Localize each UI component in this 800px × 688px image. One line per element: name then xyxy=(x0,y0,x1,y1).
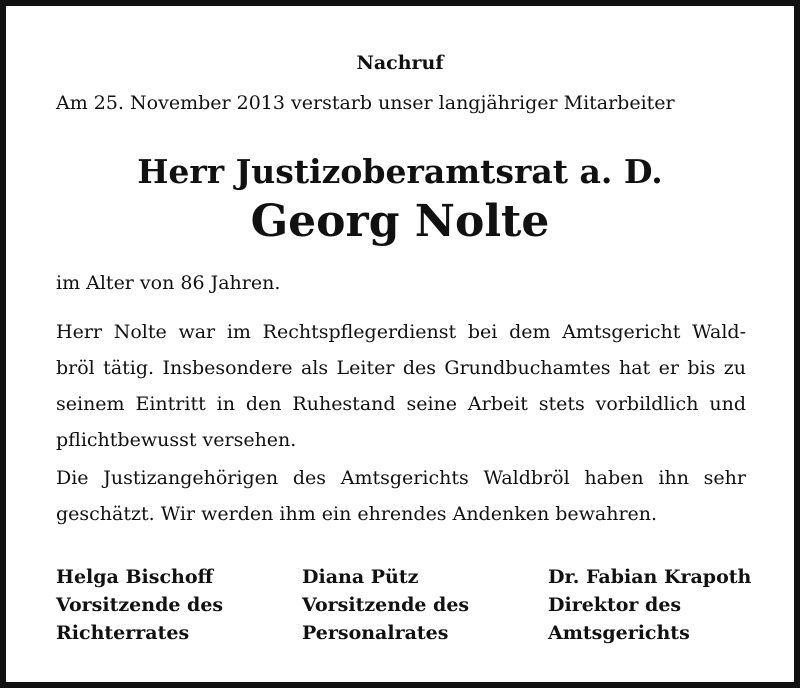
paragraph-line: bröl tätig. Insbesondere als Leiter des Grundbuchamtes hat er bis zu xyxy=(56,357,746,379)
signatory-name: Diana Pütz xyxy=(302,566,419,588)
signatory-role: Vorsitzende des xyxy=(302,594,470,616)
signatory-role: Amtsgerichts xyxy=(548,622,690,644)
paragraph-line: seinem Eintritt in den Ruhestand seine Arbeit stets vorbildlich und xyxy=(56,393,746,415)
notice-heading: Nachruf xyxy=(356,52,444,74)
paragraph-line: Herr Nolte war im Rechtspflegerdienst bei dem Amtsgericht Wald- xyxy=(56,321,746,343)
career-paragraph xyxy=(56,314,746,458)
signature-block xyxy=(56,563,223,647)
signature-block xyxy=(302,563,469,647)
signatory-name: Dr. Fabian Krapoth xyxy=(548,566,752,588)
age-line: im Alter von 86 Jahren. xyxy=(56,272,281,294)
signatory-role: Richterrates xyxy=(56,622,190,644)
paragraph-line: Die Justizangehörigen des Amtsgerichts Waldbröl haben ihn sehr xyxy=(56,467,746,489)
signatory-name: Helga Bischoff xyxy=(56,566,214,588)
signatory-role: Direktor des xyxy=(548,594,682,616)
paragraph-line: pflichtbewusst versehen. xyxy=(56,429,297,451)
signature-block xyxy=(548,563,751,647)
deceased-title: Herr Justizoberamtsrat a. D. xyxy=(137,152,663,191)
paragraph-line: geschätzt. Wir werden ihm ein ehrendes Andenken bewahren. xyxy=(56,503,658,525)
intro-line: Am 25. November 2013 verstarb unser langjähriger Mitarbeiter xyxy=(56,92,675,114)
memorial-paragraph xyxy=(56,460,746,532)
signatory-role: Personalrates xyxy=(302,622,449,644)
deceased-name: Georg Nolte xyxy=(250,196,550,247)
signatory-role: Vorsitzende des xyxy=(56,594,224,616)
